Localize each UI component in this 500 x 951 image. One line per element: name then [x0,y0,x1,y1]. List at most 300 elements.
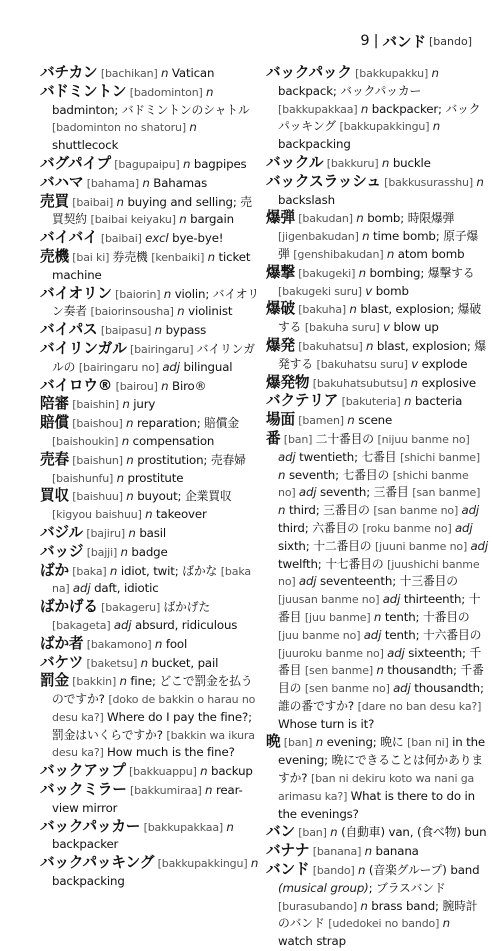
entry-reading: [bai ki] [68,250,113,264]
entry-gloss: scene [358,413,393,428]
entry-gloss: bucket, pail [151,655,219,670]
entry-gloss: buyout; [137,489,185,504]
entry-part-of-speech: adj [393,681,415,696]
entry-gloss: van, [388,825,417,840]
entry-gloss: bombing; [369,265,428,280]
entry-reading: [bachikan] [97,67,161,80]
entry-reading: [kenbaiki] [151,250,208,264]
entry-gloss: fine; [130,674,160,689]
entry-headword: バナナ [266,842,310,860]
entry-example: ブラスバンド [376,880,446,895]
dictionary-entry [266,861,488,951]
dictionary-entry [266,337,488,374]
entry-gloss: blow up [393,320,439,335]
entry-headword: バックパック [266,64,352,81]
entry-reading: [baishin] [68,398,123,412]
entry-part-of-speech: n [120,544,132,559]
dictionary-entry [40,229,262,248]
entry-gloss: sixth; [278,538,314,553]
dictionary-entry [40,285,262,322]
dictionary-entry [40,174,262,193]
entry-reading: [badominton no shatoru] [52,121,190,135]
entry-part-of-speech: n [160,66,172,80]
entry-gloss: blast, explosion; [376,338,475,353]
entry-example: ばかな [182,563,221,578]
dictionary-entry [40,155,262,174]
entry-gloss: bargain [190,212,234,227]
entry-headword: 爆弾 [266,209,295,227]
dictionary-entry [40,672,262,762]
entry-part-of-speech: n [376,663,388,678]
entry-part-of-speech: n [140,655,152,670]
entry-part-of-speech: v [383,320,394,335]
entry-part-of-speech: n [126,416,137,431]
entry-part-of-speech: n [182,156,194,171]
entry-gloss: absurd, ridiculous [135,617,238,632]
entry-reading: [bakkuappu] [125,765,201,779]
entry-headword: バハマ [40,173,84,191]
entry-example: (自動車) [341,825,389,840]
entry-reading: [baka na] [52,564,251,596]
entry-part-of-speech: n [357,863,369,878]
entry-reading: [bakamono] [83,637,155,651]
left-column [40,64,262,891]
entry-headword: 売春 [40,450,69,468]
entry-part-of-speech: (musical group) [278,880,369,895]
dictionary-entry [266,842,488,861]
entry-reading: [burasubando] [278,899,361,913]
entry-reading: [juu banme] [304,610,374,624]
entry-part-of-speech: n [315,735,327,750]
dictionary-entry [40,654,262,673]
entry-reading: [san banme] [412,486,481,500]
entry-gloss: buckle [392,155,431,170]
entry-reading: [bakuhatsu suru] [316,357,412,371]
entry-reading: [bakkupakkingu] [154,857,251,871]
entry-gloss: ticket machine [52,249,251,282]
entry-reading: [bajji] [83,545,121,559]
entry-reading: [bairingaru] [126,342,197,356]
entry-part-of-speech: n [206,84,214,99]
entry-reading: [bakkumiraa] [126,784,206,798]
entry-part-of-speech: n [163,286,175,301]
entry-part-of-speech: adj [298,574,321,589]
entry-example: 十二番目の [313,538,376,553]
entry-part-of-speech: n [126,489,138,504]
entry-reading: [shichi banme] [400,450,481,464]
entry-reading: [bakkin wa ikura desu ka?] [52,728,255,760]
entry-gloss: tenth; [384,609,423,624]
entry-example: 千番目 [278,645,482,678]
entry-example: 十六番目の [423,627,482,642]
entry-part-of-speech: adj [113,617,136,632]
entry-part-of-speech: n [154,636,166,651]
entry-headword: バイパス [40,321,98,339]
entry-part-of-speech: n [278,467,289,482]
entry-gloss: explosive [421,375,476,390]
entry-reading: [bakageru] [97,601,164,615]
entry-headword: バグパイプ [40,154,111,172]
dictionary-entry [40,395,262,414]
entry-gloss: buying and selling; [127,194,241,209]
entry-part-of-speech: n [347,413,359,428]
entry-part-of-speech: n [109,563,121,578]
entry-gloss: reparation; [136,416,205,431]
entry-headword: バクテリア [266,392,339,410]
entry-gloss: backpack; [278,83,341,98]
entry-headword: 陪審 [40,395,69,413]
dictionary-entry [40,854,262,891]
entry-part-of-speech: adj [454,520,473,535]
entry-gloss: backpacker [52,837,119,852]
dictionary-entry [40,781,262,818]
entry-part-of-speech: adj [72,581,95,596]
entry-part-of-speech: adj [382,592,404,607]
entry-part-of-speech: v [365,283,376,298]
entry-reading: [bakuteria] [338,395,404,409]
entry-headword: 売買 [40,192,69,210]
entry-headword: バチカン [40,64,98,81]
entry-reading: [juushichi banme no] [278,557,480,589]
entry-example: (食べ物) [416,825,465,840]
entry-gloss: time bomb; [373,229,444,244]
entry-gloss: Where do I pay the fine?; [107,709,252,724]
entry-reading: [bahama] [83,176,143,190]
entry-example: 売買契約 [52,194,252,227]
entry-reading: [ban] [280,432,316,446]
entry-reading: [ban] [280,736,316,750]
entry-part-of-speech: n [122,397,134,412]
entry-reading: [bakuhatsu] [294,339,366,353]
entry-example: 爆破する [278,302,482,335]
entry-gloss: takeover [156,507,207,522]
entry-gloss: Vatican [171,66,215,80]
entry-example: ばかげた [163,600,211,615]
entry-gloss: third; [278,520,313,535]
dictionary-entry [40,635,262,654]
entry-gloss: badge [131,544,168,559]
entry-reading: [baibai] [68,195,117,209]
entry-gloss: What is there to do in the evenings? [278,788,475,821]
entry-gloss: atom bomb [397,246,465,261]
entry-reading: [bakkin] [68,675,120,689]
dictionary-entry [40,451,262,488]
entry-headword: バイバイ [40,229,98,247]
entry-reading: [ban] [294,826,331,840]
entry-part-of-speech: n [365,338,377,353]
entry-headword: バケツ [40,653,84,671]
entry-part-of-speech: n [373,609,385,624]
entry-part-of-speech: n [431,66,439,80]
entry-part-of-speech: n [142,175,154,190]
entry-headword: バックミラー [40,781,127,799]
dictionary-entry [40,340,262,377]
entry-example: 原子爆弾 [278,229,479,261]
header-reading: [bando] [429,34,472,48]
entry-part-of-speech: n [250,856,259,871]
entry-reading: [baipasu] [97,324,155,338]
dictionary-entry [266,392,488,411]
entry-headword: バジル [40,523,83,541]
entry-gloss: in the evening; [278,735,486,768]
entry-gloss: badminton; [52,102,122,117]
entry-part-of-speech: n [177,304,189,319]
entry-example: バイオリン奏者 [52,286,259,319]
entry-example: 十三番目の [399,574,458,589]
entry-gloss: bilingual [183,359,233,374]
entry-gloss: rear-view mirror [52,783,243,815]
dictionary-entry [40,598,262,635]
entry-gloss: seventh; [320,485,374,500]
entry-reading: [bairou] [112,379,162,393]
entry-example: バイリンガルの [52,341,255,374]
entry-gloss: thousandth; [387,663,461,678]
entry-reading: [badominton] [126,85,207,99]
dictionary-entry [266,154,488,173]
entry-headword: バックル [266,153,324,171]
entry-part-of-speech: n [179,212,191,227]
entry-example: 晩に [380,735,408,750]
entry-gloss: third; [288,503,324,518]
dictionary-entry [266,374,488,393]
entry-reading: [baka] [68,564,110,578]
dictionary-entry [40,321,262,340]
entry-part-of-speech: n [349,302,361,317]
dictionary-entry [40,248,262,285]
entry-example: 券売機 [112,249,152,264]
entry-part-of-speech: adj [387,645,409,660]
entry-reading: [bairingaru no] [78,360,163,374]
dictionary-entry [266,430,488,734]
entry-part-of-speech: n [226,819,234,834]
entry-headword: 罰金 [40,672,69,690]
entry-gloss: twelfth; [278,556,326,571]
entry-reading: [udedokei no bando] [328,917,443,931]
entry-part-of-speech: n [364,844,376,859]
entry-example: どこで罰金を払うのですか? [52,674,253,707]
entry-part-of-speech: n [161,378,173,393]
entry-part-of-speech: n [381,155,393,170]
entry-part-of-speech: n [189,120,197,135]
entry-example: 十七番目の [325,556,388,571]
entry-headword: バイロウ® [40,376,113,394]
dictionary-entry [40,414,262,451]
entry-headword: 爆発物 [266,373,310,391]
entry-reading: [juuroku banme no] [278,646,388,660]
entry-reading: [bakkuru] [323,156,382,170]
entry-gloss: prostitution; [137,452,211,467]
entry-part-of-speech: n [145,507,157,522]
entry-example: 十番目の [422,609,470,624]
entry-reading: [bakuha suru] [304,321,384,335]
entry-gloss: bye-bye! [172,231,224,246]
entry-reading: [bagupaipu] [110,157,183,171]
entry-part-of-speech: adj [162,359,184,374]
entry-headword: ばかげる [40,598,98,616]
header-headword: バンド [382,34,426,51]
entry-part-of-speech: n [360,101,372,116]
entry-gloss: daft, idiotic [94,581,159,596]
entry-gloss: bomb [375,283,409,298]
entry-gloss: sixteenth; [408,645,470,660]
entry-gloss: violinist [188,304,233,319]
entry-headword: バックパッキング [40,854,155,872]
entry-headword: バッジ [40,542,84,560]
entry-headword: バイオリン [40,284,112,302]
entry-gloss: seventh; [288,467,343,482]
entry-example: 時限爆弾 [407,211,455,226]
dictionary-entry [40,83,262,155]
entry-reading: [kigyou baishuu] [52,508,146,522]
entry-example: 賠償金 [204,416,240,431]
entry-example: 二十番目の [315,431,378,446]
entry-gloss: bomb; [367,211,408,226]
entry-gloss: twentieth; [299,449,362,464]
entry-reading: [banana] [309,845,365,859]
dictionary-entry [40,762,262,781]
running-header [360,30,472,52]
entry-reading: [shichi banme no] [278,468,469,500]
entry-gloss: violin; [174,286,213,301]
page-number: 9 [360,33,370,49]
entry-example: 晩にできることは何かありますか? [278,753,484,786]
dictionary-entry [266,264,488,301]
entry-reading: [baibai keiyaku] [90,213,180,227]
entry-gloss: explode [421,356,468,371]
entry-example: 三番目の [323,503,374,518]
dictionary-entry [40,377,262,396]
entry-part-of-speech: n [356,211,368,226]
entry-gloss: watch strap [278,934,346,949]
entry-part-of-speech: n [121,433,133,448]
entry-part-of-speech: n [116,470,128,485]
entry-example: 七番目 [361,449,401,464]
entry-part-of-speech: adj [363,627,385,642]
entry-gloss: banana [375,844,419,859]
entry-reading: [genshibakudan] [293,247,387,261]
entry-part-of-speech: n [119,674,131,689]
entry-example: 罰金はいくらですか? [52,727,167,742]
entry-gloss: thousandth; [414,681,484,696]
entry-headword: 買収 [40,487,69,505]
entry-headword: 晩 [266,733,281,751]
entry-gloss: thirteenth; [403,592,469,607]
entry-reading: [juuni banme no] [375,539,471,553]
entry-gloss: evening; [326,735,381,750]
entry-reading: [bakuha] [294,303,350,317]
entry-reading: [baishunfu] [52,471,117,485]
entry-example: 腕時計のバンド [278,898,478,931]
entry-reading: [bakkupakkingu] [339,120,433,134]
entry-part-of-speech: n [360,898,372,913]
entry-gloss: tenth; [384,627,423,642]
entry-reading: [ban ni] [407,736,453,750]
entry-part-of-speech: n [278,503,289,518]
dictionary-entry [266,823,488,842]
entry-reading: [sen banme no] [304,682,394,696]
entry-reading: [bakuhatsubutsu] [309,376,411,390]
entry-example: 企業買収 [184,489,232,504]
entry-gloss: brass band; [371,898,443,913]
entry-reading: [bajiru] [82,526,129,540]
entry-headword: バックアップ [40,762,126,780]
entry-reading: [doko de bakkin o harau no desu ka?] [52,693,256,724]
entry-part-of-speech: adj [278,449,300,464]
dictionary-entry [40,818,262,855]
entry-part-of-speech: n [126,452,138,467]
entry-part-of-speech: adj [298,485,321,500]
right-column [266,64,488,951]
entry-part-of-speech: n [404,394,415,409]
entry-reading: [baiorin] [111,287,164,301]
entry-part-of-speech: n [116,194,128,209]
entry-reading: [roku banme no] [362,521,455,535]
entry-part-of-speech: v [411,356,422,371]
dictionary-entry [40,543,262,562]
entry-gloss: How much is the fine? [107,745,235,760]
entry-reading: [baketsu] [83,656,141,670]
entry-example: バックパッキング [278,101,481,134]
entry-reading: [bakugeki suru] [278,284,366,298]
entry-part-of-speech: n [330,825,342,840]
entry-headword: 売機 [40,247,69,265]
dictionary-entry [40,562,262,599]
entry-example: バドミントンのシャトル [121,102,250,117]
entry-headword: バックパッカー [40,817,141,835]
entry-gloss: shuttlecock [52,138,119,153]
entry-part-of-speech: n [128,525,140,540]
entry-example: 爆撃する [427,265,475,280]
entry-gloss: backpacker; [371,101,446,116]
entry-reading: [baishou] [68,417,127,431]
entry-headword: 場面 [266,411,295,429]
entry-gloss: bagpipes [193,156,247,171]
entry-headword: 賠償 [40,414,69,432]
entry-headword: バンド [266,861,310,879]
entry-gloss: Biro® [172,378,207,393]
dictionary-entry [266,173,488,210]
entry-gloss: prostitute [127,470,184,485]
entry-gloss: bypass [165,323,207,338]
entry-gloss: Whose turn is it? [278,716,375,731]
entry-reading: [baibai] [97,232,146,246]
entry-gloss: seventeenth; [320,574,400,589]
entry-reading: [bamen] [294,414,348,428]
entry-example: 千番目の [278,663,484,696]
entry-reading: [bakugeki] [294,266,359,280]
dictionary-entry [40,487,262,524]
entry-gloss: backpacking [52,874,125,889]
entry-example: 誰の番ですか? [278,698,358,713]
dictionary-entry [266,411,488,430]
entry-part-of-speech: n [154,323,166,338]
entry-gloss: fool [165,636,188,651]
dictionary-entry [40,64,262,83]
entry-headword: 爆破 [266,300,295,318]
entry-part-of-speech: n [442,916,450,931]
entry-headword: 爆撃 [266,263,295,281]
header-separator: | [373,33,379,49]
entry-reading: [jigenbakudan] [278,230,363,244]
entry-headword: ばか者 [40,634,84,652]
entry-gloss: backslash [278,192,335,207]
entry-example: 七番目の [342,467,393,482]
entry-part-of-speech: n [362,229,374,244]
entry-headword: バン [266,823,295,841]
entry-part-of-speech: adj [461,503,480,518]
entry-headword: 番 [266,429,281,447]
entry-reading: [sen banme] [304,664,377,678]
